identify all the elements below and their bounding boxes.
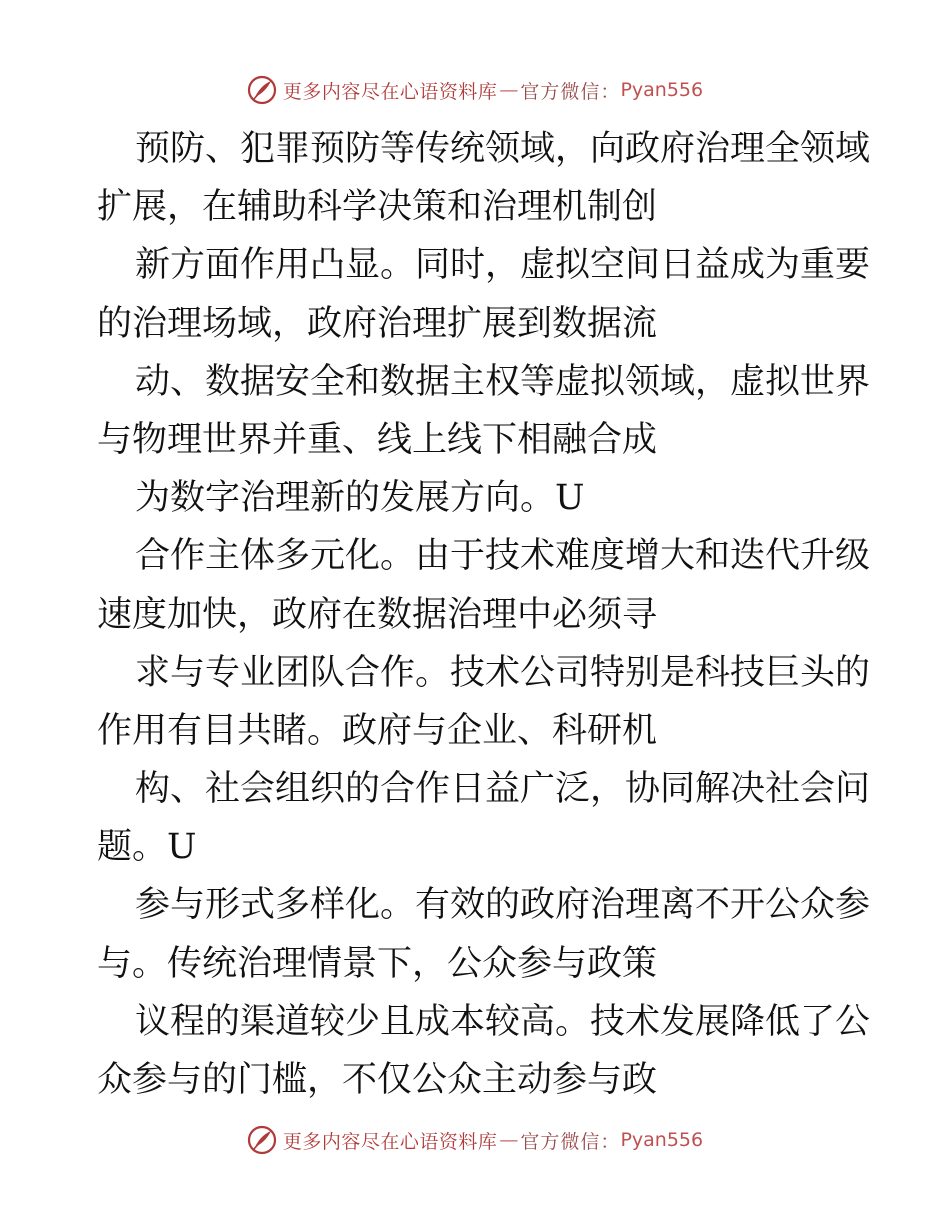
text-line: 的治理场域，政府治理扩展到数据流 (97, 303, 658, 344)
text-line: 众参与的门槛，不仅公众主动参与政 (97, 1060, 658, 1100)
watermark-wechat-id: Pyan556 (620, 1129, 704, 1151)
text-line: 为数字治理新的发展方向。U (135, 478, 585, 519)
text-line: 速度加快，政府在数据治理中必须寻 (97, 594, 658, 635)
watermark-main-text: 更多内容尽在心语资料库 (282, 80, 498, 103)
text-line: 议程的渠道较少且成本较高。技术发展降低了公 (135, 1001, 871, 1042)
text-line: 动、数据安全和数据主权等虚拟领域，虚拟世界 (135, 361, 871, 402)
watermark-wechat-label: 官方微信： (520, 1130, 621, 1153)
text-line: 预防、犯罪预防等传统领域，向政府治理全领域 (135, 129, 871, 169)
text-line: 参与形式多样化。有效的政府治理离不开公众参 (135, 885, 871, 926)
text-line: 与物理世界并重、线上线下相融合成 (97, 419, 658, 460)
text-line: 扩展，在辅助科学决策和治理机制创 (97, 187, 658, 228)
feather-pen-logo-icon (247, 75, 277, 105)
watermark-dash: — (499, 79, 519, 101)
body-text (97, 120, 877, 1109)
text-line: 题。U (97, 827, 197, 868)
text-line: 新方面作用凸显。同时，虚拟空间日益成为重要 (135, 245, 871, 286)
text-line: 构、社会组织的合作日益广泛，协同解决社会问 (135, 769, 871, 810)
watermark-main-text: 更多内容尽在心语资料库 (282, 1130, 498, 1153)
watermark-wechat-id: Pyan556 (620, 79, 704, 101)
watermark-header (0, 70, 950, 110)
watermark-footer (0, 1120, 950, 1160)
text-line: 与。传统治理情景下，公众参与政策 (97, 943, 658, 984)
text-line: 求与专业团队合作。技术公司特别是科技巨头的 (135, 652, 871, 693)
text-line: 作用有目共睹。政府与企业、科研机 (97, 710, 658, 751)
text-line: 合作主体多元化。由于技术难度增大和迭代升级 (135, 536, 871, 577)
watermark-dash: — (499, 1129, 519, 1151)
watermark-wechat-label: 官方微信： (520, 80, 621, 103)
feather-pen-logo-icon (247, 1125, 277, 1155)
